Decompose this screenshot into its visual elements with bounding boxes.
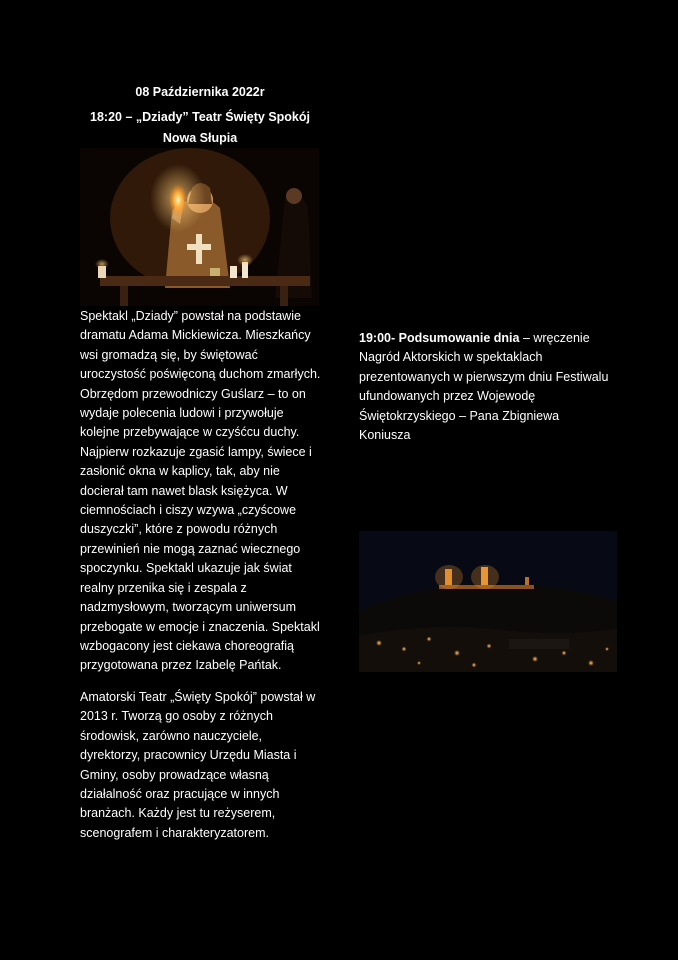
event-date: 08 Października 2022r <box>135 85 265 99</box>
event-title <box>80 107 320 149</box>
day-summary-text: – wręczenie Nagród Aktorskich w spektaklach prezentowanych w pierwszym dniu Festiwalu ufundowanych przez Wojewodę Świętokrzyskiego – Pana Zbigniewa Koniusza <box>359 331 609 443</box>
day-summary <box>359 329 609 445</box>
theatre-scene-drawing <box>80 148 319 306</box>
theatre-performance-photo <box>80 148 319 306</box>
castle-night-photo <box>359 531 617 672</box>
event-title-line1: 18:20 – „Dziady” Teatr Święty Spokój <box>90 110 310 124</box>
day-summary-heading: 19:00- Podsumowanie dnia <box>359 331 520 345</box>
performance-description: Spektakl „Dziady” powstał na podstawie dramatu Adama Mickiewicza. Mieszkańcy wsi gromadzą się, by świętować uroczystość poświęconą duchom zmarłych. Obrzędom przewodniczy Guślarz – to on wydaje polecenia ludowi i przywołuje kolejne przebywające w czyśćcu duchy. Najpierw rozkazuje zgasić lampy, świece i zasłonić okna w kaplicy, tak, aby nie docierał tam nawet blask księżyca. W ciemnościach i ciszy wzywa „czyścowe duszyczki”, które z powodu różnych przewinień nie mogą zaznać wiecznego spoczynku. Spektakl ukazuje jak świat realny przenika się i zespala z nadzmysłowym, tworzącym uniwersum przebogate w emocje i znaczenia. Spektakl wzbogacony jest ciekawa choreografią przygotowana przez Izabelę Pańtak. <box>80 309 321 673</box>
theatre-about: Amatorski Teatr „Święty Spokój” powstał w 2013 r. Tworzą go osoby z różnych środowisk, zarówno nauczyciele, dyrektorzy, pracownicy Urzędu Miasta i Gminy, osoby prowadzące własną działalność oraz pracujące w innych branżach. Każdy jest tu reżyserem, scenografem i charakteryzatorem. <box>80 690 316 840</box>
castle-night-drawing <box>359 531 617 672</box>
event-title-line2: Nowa Słupia <box>162 131 238 145</box>
